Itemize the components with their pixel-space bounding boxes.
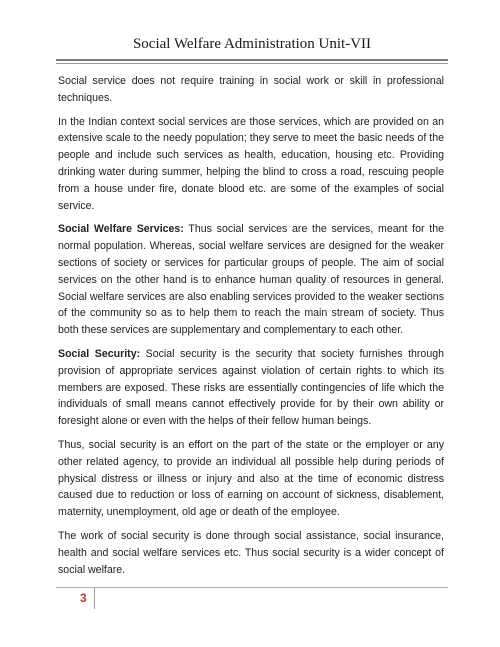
paragraph-5 bbox=[58, 437, 444, 521]
header-rule bbox=[56, 63, 448, 64]
paragraph-2 bbox=[58, 114, 444, 215]
paragraph-social-security bbox=[58, 346, 444, 430]
term-social-security: Social Security: bbox=[58, 347, 141, 360]
paragraph-6 bbox=[58, 528, 444, 578]
paragraph-5-text: Thus, social security is an effort on the part of the state or the employer or any other related agency, to provide an individual all possible help during periods of physical distress or illness or injury and also at the time of economic distress caused due to reduction or loss of earning on account of sickness, disablement, maternity, unemployment, old age or death of the employee. bbox=[58, 438, 444, 519]
paragraph-1 bbox=[58, 73, 444, 107]
paragraph-2-text: In the Indian context social services are those services, which are provided on an extensive scale to the needy population; they serve to meet the basic needs of the people and include such services as health, education, housing etc. Providing drinking water during summer, helping the blind to cross a road, rescuing people from a house under fire, donate blood etc. are some of the examples of social service. bbox=[58, 115, 444, 212]
paragraph-1-text: Social service does not require training in social work or skill in professional techniques. bbox=[58, 75, 444, 104]
paragraph-6-text: The work of social security is done through social assistance, social insurance, health and social welfare services etc. Thus social security is a wider concept of social welfare. bbox=[58, 529, 444, 576]
footer-divider bbox=[94, 587, 95, 609]
paragraph-social-welfare-services bbox=[58, 221, 444, 339]
paragraph-3-text: Thus social services are the services, meant for the normal population. Whereas, social welfare services are designed for the weaker sections of society or services for particular groups of people. The aim of social services on the other hand is to enhance human quality of resources in general. Social welfare services are also enabling services provided to the weaker sections of the community so as to help them to reach the main stream of society. Thus both these services are supplementary and complementary to each other. bbox=[58, 223, 444, 337]
page-header-title: Social Welfare Administration Unit-VII bbox=[56, 36, 448, 61]
document-body bbox=[58, 73, 444, 585]
page-number: 3 bbox=[80, 591, 87, 605]
paragraph-4-text: Social security is the security that society furnishes through provision of appropriate services against violation of certain rights to which its members are exposed. These risks are essentially contingencies of life which the individuals of small means cannot effectively provide for by their own ability or foresight alone or even with the helps of their fellow human beings. bbox=[58, 347, 444, 428]
page-footer bbox=[56, 587, 448, 609]
footer-rule bbox=[56, 587, 448, 588]
term-social-welfare-services: Social Welfare Services: bbox=[58, 223, 184, 236]
